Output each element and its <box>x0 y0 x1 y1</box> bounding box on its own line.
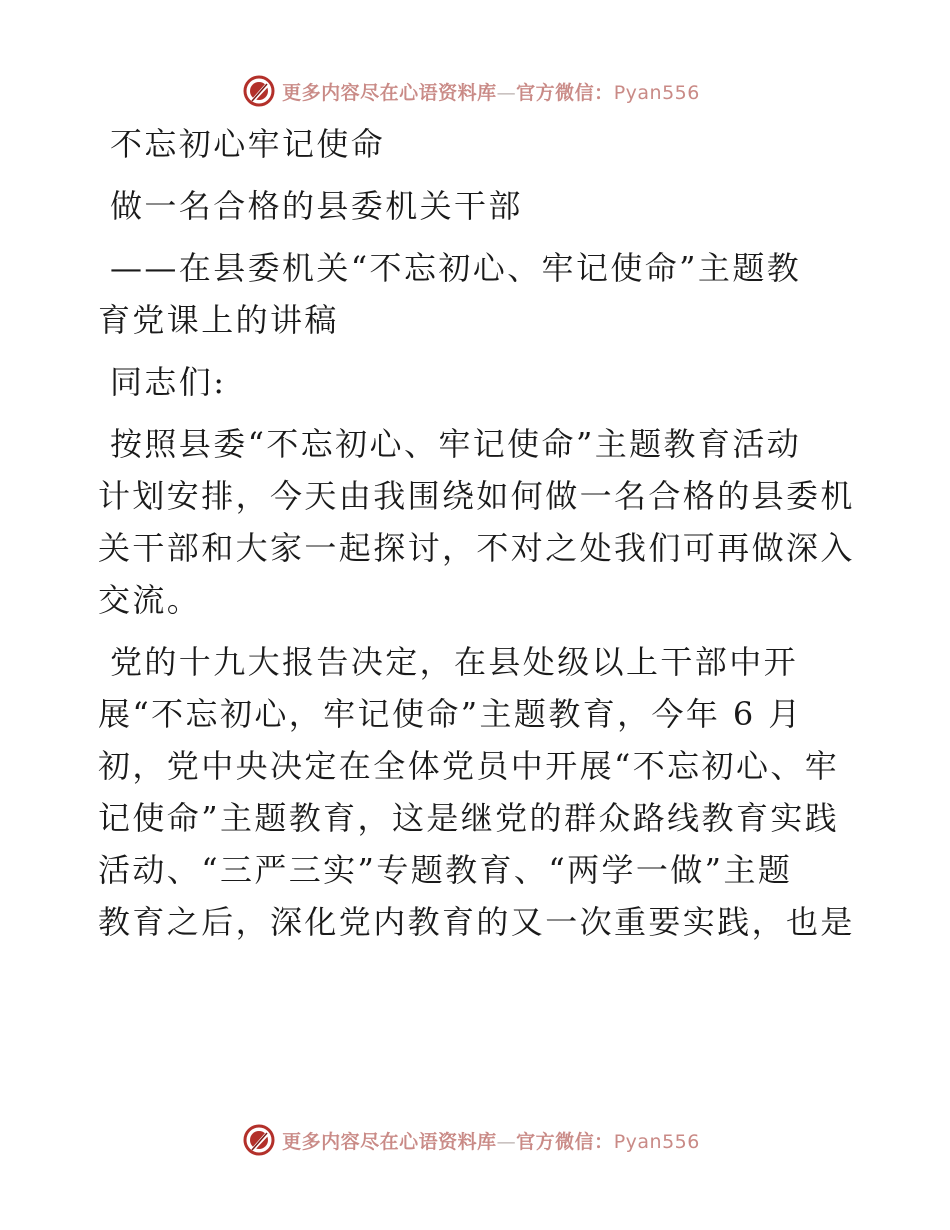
watermark-text <box>282 78 700 105</box>
spacer <box>98 170 858 180</box>
subtitle-line-1: ——在县委机关“不忘初心、牢记使命”主题教 <box>110 249 802 287</box>
spacer <box>98 626 858 636</box>
title-line-2: 做一名合格的县委机关干部 <box>110 187 523 225</box>
watermark-contact-id: Pyan556 <box>613 81 700 104</box>
paragraph-1-line: 按照县委“不忘初心、牢记使命”主题教育活动 <box>110 425 802 463</box>
paragraph-1 <box>98 418 858 626</box>
paragraph-1-line: 关干部和大家一起探讨，不对之处我们可再做深入 <box>98 529 855 567</box>
watermark-group <box>242 74 700 108</box>
paragraph-2 <box>98 636 858 948</box>
paragraph-2-line: 记使命”主题教育，这是继党的群众路线教育实践 <box>98 799 840 837</box>
watermark-separator: — <box>496 81 517 104</box>
subtitle-line-2: 育党课上的讲稿 <box>98 301 339 339</box>
watermark-site-text: 更多内容尽在心语资料库 <box>282 81 497 104</box>
paragraph-1-line: 计划安排，今天由我围绕如何做一名合格的县委机 <box>98 477 855 515</box>
pen-circle-logo-icon <box>242 1123 276 1157</box>
footer-watermark <box>0 1118 950 1162</box>
salutation: 同志们: <box>110 363 227 401</box>
paragraph-2-line: 活动、“三严三实”专题教育、“两学一做”主题 <box>98 851 793 889</box>
paragraph-2-line: 教育之后，深化党内教育的又一次重要实践，也是 <box>98 903 855 941</box>
watermark-site-text: 更多内容尽在心语资料库 <box>282 1130 497 1153</box>
watermark-contact-label: 官方微信： <box>516 1130 614 1153</box>
paragraph-2-line: 初，党中央决定在全体党员中开展“不忘初心、牢 <box>98 747 840 785</box>
spacer <box>98 346 858 356</box>
header-watermark <box>0 69 950 113</box>
watermark-separator: — <box>496 1130 517 1153</box>
document-body <box>98 118 858 948</box>
watermark-group <box>242 1123 700 1157</box>
pen-circle-logo-icon <box>242 74 276 108</box>
watermark-contact-id: Pyan556 <box>613 1130 700 1153</box>
watermark-contact-label: 官方微信： <box>516 81 614 104</box>
spacer <box>98 232 858 242</box>
paragraph-1-line: 交流。 <box>98 581 202 619</box>
title-line-1: 不忘初心牢记使命 <box>110 125 386 163</box>
watermark-text <box>282 1127 700 1154</box>
spacer <box>98 408 858 418</box>
paragraph-2-line: 展“不忘初心，牢记使命”主题教育，今年 6 月 <box>98 695 803 733</box>
paragraph-2-line: 党的十九大报告决定，在县处级以上干部中开 <box>110 643 799 681</box>
